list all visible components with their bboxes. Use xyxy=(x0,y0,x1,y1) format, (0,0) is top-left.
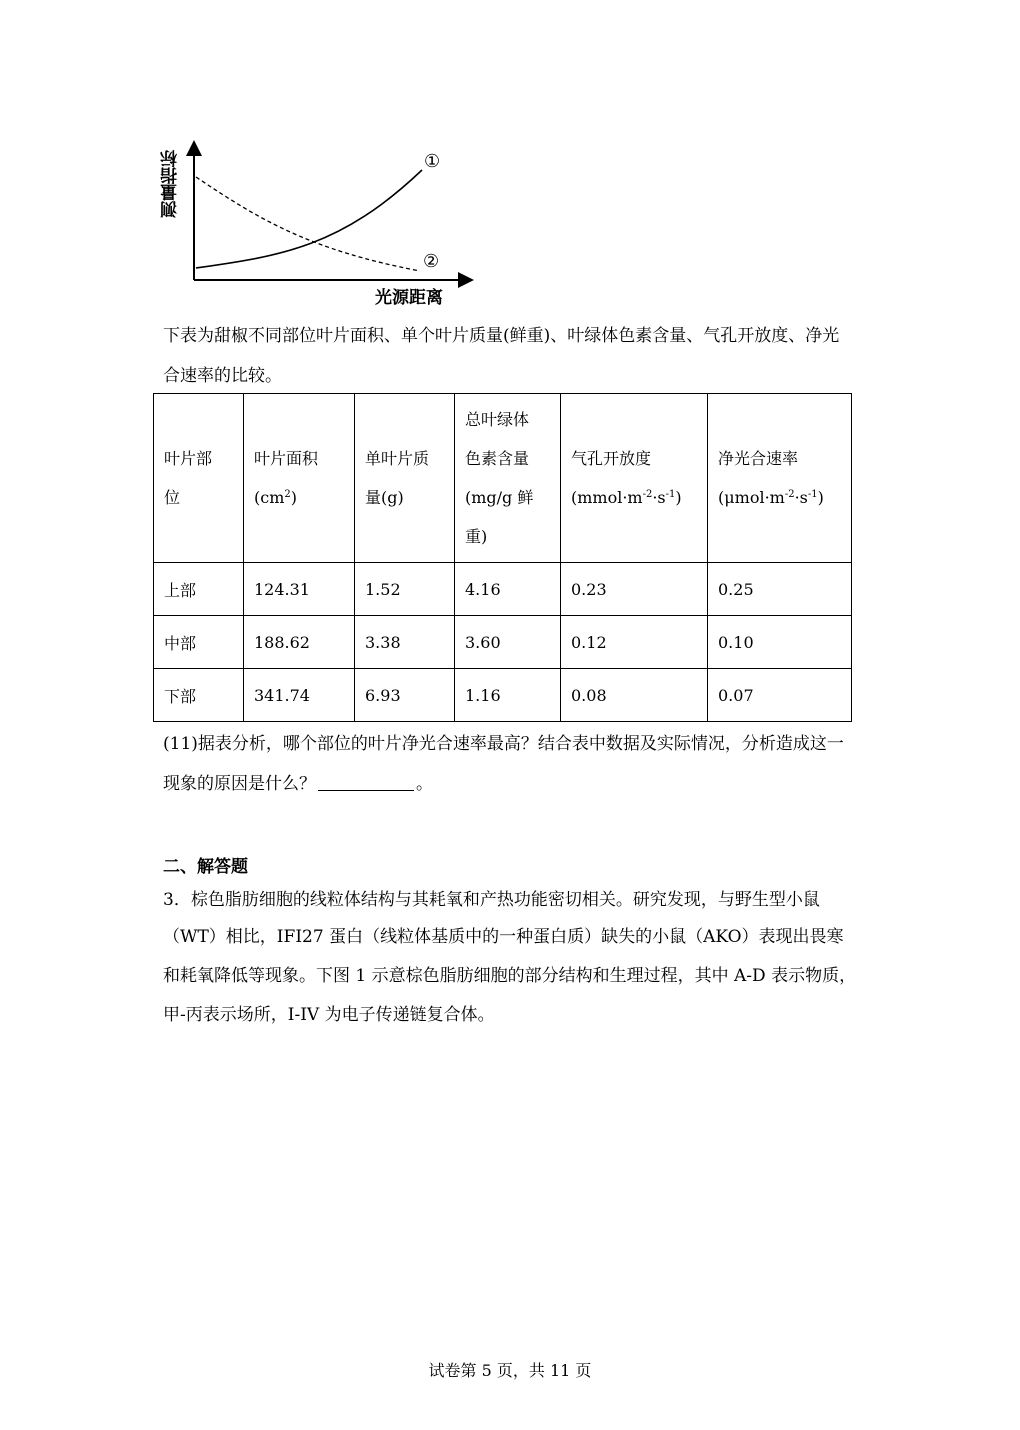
curve-1-label: ① xyxy=(424,151,441,172)
question-11-line-2: 现象的原因是什么？ 。 xyxy=(163,764,863,804)
header-leaf-mass: 单叶片质 量(g) xyxy=(355,394,455,563)
x-axis-label: 光源距离 xyxy=(375,288,443,308)
intro-line-1: 下表为甜椒不同部位叶片面积、单个叶片质量(鲜重)、叶绿体色素含量、气孔开放度、净光 xyxy=(163,326,840,346)
question-3-line-1: 3．棕色脂肪细胞的线粒体结构与其耗氧和产热功能密切相关。研究发现，与野生型小鼠 xyxy=(163,890,820,910)
leaf-data-table xyxy=(153,393,852,722)
header-stomatal-opening: 气孔开放度 $(mmol\cdot m^{-2}\cdot s^{-1})$ xyxy=(561,394,708,563)
header-leaf-position: 叶片部 位 xyxy=(154,394,244,563)
header-leaf-area: 叶片面积 $(cm^2)$ xyxy=(244,394,355,563)
page-footer: 试卷第 5 页，共 11 页 xyxy=(428,1361,592,1380)
table-row: 上部 124.31 1.52 4.16 0.23 0.25 xyxy=(154,563,852,616)
header-net-photosynthesis: 净光合速率 $(\mu mol\cdot m^{-2}\cdot s^{-1})$ xyxy=(708,394,852,563)
question-3-line-4: 甲-丙表示场所，I-IV 为电子传递链复合体。 xyxy=(163,1005,495,1025)
header-pigment-content: 总叶绿体 色素含量 (mg/g 鲜 重) xyxy=(455,394,561,563)
question-3-line-2: （WT）相比，IFI27 蛋白（线粒体基质中的一种蛋白质）缺失的小鼠（AKO）表现出畏寒 xyxy=(163,927,844,947)
curve-2-label: ② xyxy=(423,251,440,272)
question-11-line-1: (11)据表分析，哪个部位的叶片净光合速率最高？结合表中数据及实际情况，分析造成这一 xyxy=(163,734,844,754)
curve-1-solid xyxy=(196,170,422,268)
y-axis-label: 测量指标 xyxy=(161,150,181,218)
section-title: 二、解答题 xyxy=(163,857,248,877)
intro-line-2: 合速率的比较。 xyxy=(163,366,282,386)
table-header-row xyxy=(154,394,852,563)
table-row: 下部 341.74 6.93 1.16 0.08 0.07 xyxy=(154,669,852,722)
table-row: 中部 188.62 3.38 3.60 0.12 0.10 xyxy=(154,616,852,669)
question-3-line-3: 和耗氧降低等现象。下图 1 示意棕色脂肪细胞的部分结构和生理过程，其中 A-D 表示物质， xyxy=(163,966,857,986)
curve-2-dashed xyxy=(196,177,420,271)
answer-blank[interactable] xyxy=(318,770,414,791)
